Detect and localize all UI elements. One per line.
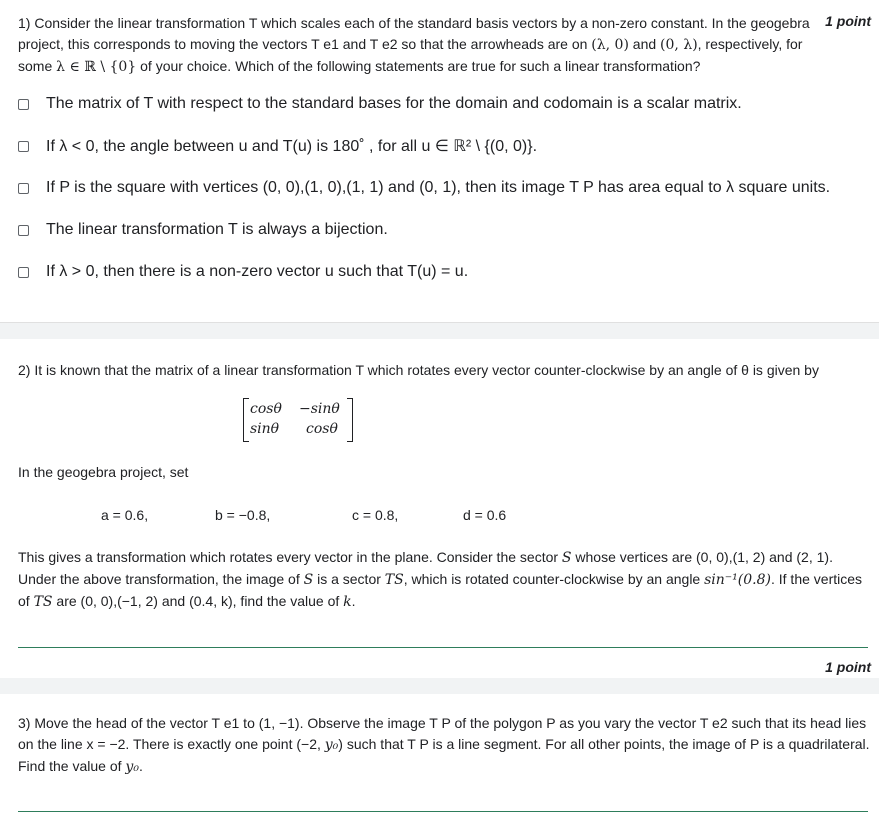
matrix-cell-a: cosθ: [250, 401, 282, 417]
q2-text-part: is a sector: [313, 571, 385, 587]
option-label: The matrix of T with respect to the standard bases for the domain and codomain is a scalar matrix.: [46, 95, 742, 112]
option-label: If λ < 0, the angle between u and T(u) is 180˚ , for all u ∈ ℝ² \ {(0, 0)}.: [46, 138, 538, 155]
matrix-right-bracket: [347, 398, 353, 442]
q1-option-5[interactable]: [18, 261, 468, 283]
q1-option-2[interactable]: [18, 135, 537, 157]
section-gap: [0, 678, 879, 694]
q1-option-3[interactable]: [18, 177, 830, 199]
q2-text-part: . If the vertices of: [18, 571, 863, 609]
matrix-left-bracket: [243, 398, 249, 442]
option-label: The linear transformation T is always a bijection.: [46, 221, 388, 238]
q2-angle: sin⁻¹(0.8): [704, 572, 771, 588]
param-d: d = 0.6: [463, 507, 507, 523]
q1-option-1[interactable]: [18, 93, 742, 115]
q2-image-symbol: TS: [33, 594, 53, 610]
matrix-cell-b: −sinθ: [299, 401, 340, 417]
q2-text-part: are (0, 0),(−1, 2) and (0.4, k), find the value of: [52, 593, 344, 609]
question-1-points: 1 point: [825, 13, 871, 29]
checkbox[interactable]: [18, 267, 29, 278]
q2-answer-input[interactable]: [18, 647, 868, 648]
q3-y0-symbol: y₀: [125, 759, 139, 775]
param-b: b = −0.8,: [215, 507, 271, 523]
option-label: If λ > 0, then there is a non-zero vector u such that T(u) = u.: [46, 263, 469, 280]
q2-instruction: In the geogebra project, set: [18, 464, 189, 480]
rotation-matrix: [243, 398, 353, 440]
q3-text-part: ) such that T P is a line segment. For all other points, the image of P is a quadrilateral. Find the value of: [18, 736, 870, 774]
q1-text-part: 1) Consider the linear transformation T which scales each of the standard basis vectors by a non-zero constant. In the geogebra project, this corresponds to moving the vectors T e1 and T e2 so that the arrowheads are on: [18, 15, 810, 52]
checkbox[interactable]: [18, 225, 29, 236]
q3-answer-input[interactable]: [18, 811, 868, 812]
question-3-text: [18, 713, 873, 778]
param-a: a = 0.6,: [101, 507, 149, 523]
q2-text-part: , which is rotated counter-clockwise by an angle: [403, 571, 705, 587]
param-c: c = 0.8,: [352, 507, 399, 523]
q3-y0-symbol: y₀: [324, 737, 339, 753]
question-1-text: [18, 13, 818, 78]
q2-k-symbol: k: [343, 594, 352, 610]
checkbox[interactable]: [18, 141, 29, 152]
q2-text-part: This gives a transformation which rotates every vector in the plane. Consider the sector: [18, 549, 562, 565]
q3-text-part: .: [138, 758, 143, 774]
q1-lambda-set: λ ∈ ℝ \ {0}: [56, 59, 137, 75]
q1-option-4[interactable]: [18, 219, 388, 241]
q2-text-part: 2) It is known that the matrix of a linear transformation T which rotates every vector counter-clockwise by an angle of θ is given by: [18, 362, 819, 378]
q1-text-part: , respectively, for some: [18, 36, 803, 74]
question-2-text: [18, 360, 868, 381]
option-label: If P is the square with vertices (0, 0),(1, 0),(1, 1) and (0, 1), then its image T P has area equal to λ square units.: [46, 179, 831, 196]
checkbox[interactable]: [18, 183, 29, 194]
q2-text-part: .: [351, 593, 356, 609]
q2-sector-symbol: S: [561, 550, 572, 566]
q3-text-part: 3) Move the head of the vector T e1 to (1, −1). Observe the image T P of the polygon P as you vary the vector T e2 such that its head lies on the line x = −2. There is exactly one point (−2,: [18, 715, 867, 752]
q2-body-text: [18, 547, 873, 613]
matrix-cell-d: cosθ: [306, 421, 338, 437]
checkbox[interactable]: [18, 99, 29, 110]
q1-text-part: of your choice. Which of the following statements are true for such a linear transformation?: [136, 58, 701, 74]
q2-sector-symbol: S: [303, 572, 314, 588]
section-gap: [0, 323, 879, 339]
q1-vector-1: (λ, 0): [591, 37, 629, 53]
q2-text-part: whose vertices are (0, 0),(1, 2) and (2, 1). Under the above transformation, the image of: [18, 549, 833, 587]
matrix-cell-c: sinθ: [250, 421, 280, 437]
q1-vector-2: (0, λ): [660, 37, 698, 53]
q2-image-symbol: TS: [384, 572, 404, 588]
q1-text-part: and: [628, 36, 661, 52]
question-2-points: 1 point: [825, 659, 871, 675]
